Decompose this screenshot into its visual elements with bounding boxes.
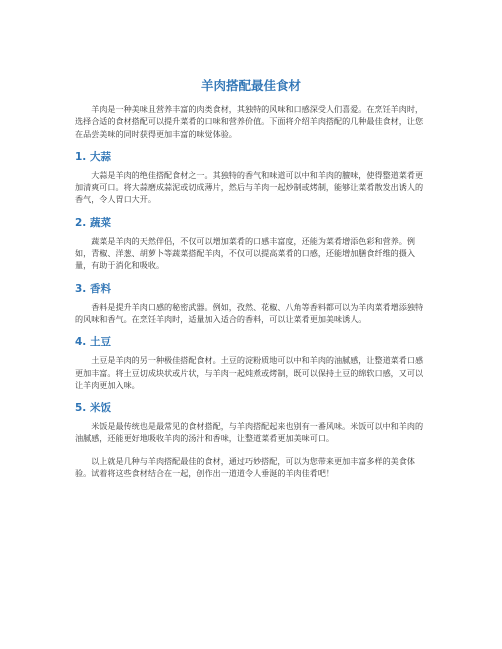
section-spices bbox=[75, 282, 427, 326]
section-heading: 3. 香料 bbox=[75, 282, 111, 295]
section-potato bbox=[75, 335, 427, 391]
intro-paragraph: 羊肉是一种美味且营养丰富的肉类食材，其独特的风味和口感深受人们喜爱。在烹饪羊肉时，选择合适的食材搭配可以提升菜肴的口味和营养价值。下面将介绍羊肉搭配的几种最佳食材，让您在品尝美味的同时获得更加丰富的味觉体验。 bbox=[75, 104, 424, 139]
section-garlic bbox=[75, 150, 427, 206]
section-body: 米饭是最传统也是最常见的食材搭配，与羊肉搭配起来也别有一番风味。米饭可以中和羊肉的油腻感，还能更好地吸收羊肉的汤汁和香味，让整道菜肴更加美味可口。 bbox=[75, 421, 424, 444]
section-body: 大蒜是羊肉的绝佳搭配食材之一。其独特的香气和味道可以中和羊肉的膻味，使得整道菜肴更加清爽可口。将大蒜磨成蒜泥或切成薄片，然后与羊肉一起炒制或烤制，能够让菜肴散发出诱人的香气，令人胃口大开。 bbox=[75, 169, 424, 205]
section-rice bbox=[75, 401, 427, 445]
document-title: 羊肉搭配最佳食材 bbox=[200, 78, 301, 93]
section-body: 蔬菜是羊肉的天然伴侣，不仅可以增加菜肴的口感丰富度，还能为菜肴增添色彩和营养。例如，青椒、洋葱、胡萝卜等蔬菜搭配羊肉，不仅可以提高菜肴的口感，还能增加膳食纤维的摄入量，有助于消化和吸收。 bbox=[75, 235, 415, 271]
closing-paragraph: 以上就是几种与羊肉搭配最佳的食材，通过巧妙搭配，可以为您带来更加丰富多样的美食体验。试着将这些食材结合在一起，创作出一道道令人垂涎的羊肉佳肴吧！ bbox=[75, 455, 415, 479]
section-heading: 2. 蔬菜 bbox=[75, 216, 111, 229]
section-heading: 1. 大蒜 bbox=[75, 150, 111, 163]
section-vegetables bbox=[75, 216, 427, 272]
document-page bbox=[75, 78, 427, 479]
section-heading: 5. 米饭 bbox=[75, 402, 111, 415]
section-body: 香料是提升羊肉口感的秘密武器。例如，孜然、花椒、八角等香料都可以为羊肉菜肴增添独特的风味和香气。在烹饪羊肉时，适量加入适合的香料，可以让菜肴更加美味诱人。 bbox=[75, 301, 424, 324]
section-heading: 4. 土豆 bbox=[75, 336, 111, 349]
section-body: 土豆是羊肉的另一种极佳搭配食材。土豆的淀粉质地可以中和羊肉的油腻感，让整道菜肴口感更加丰富。将土豆切成块状或片状，与羊肉一起炖煮或烤制，既可以保持土豆的绵软口感，又可以让羊肉更加入味。 bbox=[75, 355, 424, 390]
